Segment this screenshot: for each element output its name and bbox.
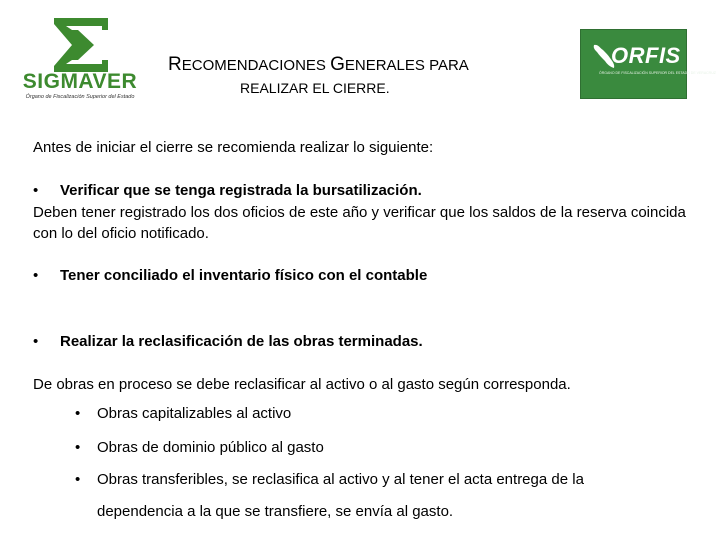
item-inventario: Tener conciliado el inventario físico con el contable [60, 267, 428, 284]
reclassification-intro: De obras en proceso se debe reclasificar al activo o al gasto según corresponda. [33, 376, 571, 393]
bullet-icon: • [33, 333, 39, 350]
sub-bullet-icon: • [75, 471, 81, 488]
title-initial-g: G [330, 54, 345, 75]
sub-bullet-icon: • [75, 439, 81, 456]
item-reclasificacion: Realizar la reclasificación de las obras terminadas. [60, 333, 423, 350]
sub-item-capitalizables: Obras capitalizables al activo [97, 405, 292, 422]
item-bursatilizacion: Verificar que se tenga registrada la bursatilización. [60, 182, 422, 199]
sub-item-transferibles-cont: dependencia a la que se transfiere, se envía al gasto. [97, 503, 454, 520]
sigmaver-tagline: Órgano de Fiscalización Superior del Estado [25, 94, 135, 100]
orfis-tagline: ÓRGANO DE FISCALIZACIÓN SUPERIOR DEL ESTADO DE VERACRUZ [599, 71, 716, 75]
sigma-icon [50, 16, 110, 74]
sigmaver-logo [10, 12, 160, 104]
title-initial-r: R [168, 54, 182, 75]
orfis-logo [580, 29, 716, 99]
bullet-icon: • [33, 267, 39, 284]
sub-item-dominio-publico: Obras de dominio público al gasto [97, 439, 324, 456]
sub-item-transferibles: Obras transferibles, se reclasifica al activo y al tener el acta entrega de la [97, 471, 584, 488]
title-word-generales: ENERALES PARA [344, 57, 469, 74]
page-title-line1 [168, 54, 469, 76]
page-title-line2: REALIZAR EL CIERRE. [240, 80, 390, 96]
title-word-recomendaciones: ECOMENDACIONES [181, 57, 331, 74]
orfis-wordmark: ORFIS [611, 43, 681, 68]
item-bursatilizacion-detail: Deben tener registrado los dos oficios de este año y verificar que los saldos de la reserva coincida con lo del oficio notificado. [33, 204, 686, 242]
intro-text: Antes de iniciar el cierre se recomienda realizar lo siguiente: [33, 139, 434, 156]
bullet-icon: • [33, 182, 39, 199]
sub-bullet-icon: • [75, 405, 81, 422]
sigmaver-wordmark: SIGMAVER [22, 70, 138, 93]
